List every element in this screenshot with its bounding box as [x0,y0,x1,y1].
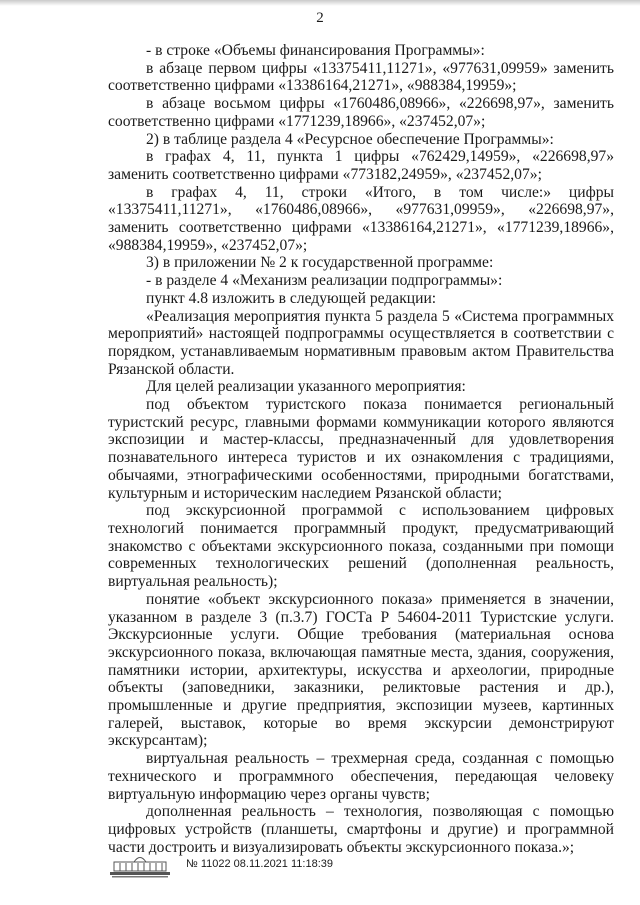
paragraph: под экскурсионной программой с использованием цифровых технологий понимается программный продукт, предусматривающий знакомство с объектами экскурсионного показа, созданными при помощи современных технологических решений (дополненная реальность, виртуальная реальность); [108,502,614,591]
paragraph: пункт 4.8 изложить в следующей редакции: [146,289,437,307]
scan-edge [0,0,640,6]
paragraph: - в строке «Объемы финансирования Программы»: [146,42,485,59]
paragraph: 2) в таблице раздела 4 «Ресурсное обеспечение Программы»: [146,130,554,148]
paragraph: под объектом туристского показа понимается региональный туристский ресурс, главными формами коммуникации которого являются экспозиции и мастер-классы, предназначенный для удовлетворения познавательного интереса туристов и их ознакомления с традициями, обычаями, этнографическими особенностями, природными богатствами, культурным и историческим наследием Рязанской области; [108,396,614,502]
paragraph: понятие «объект экскурсионного показа» применяется в значении, указанном в разделе 3 (п.3.7) ГОСТа Р 54604-2011 Туристские услуги. Экскурсионные услуги. Общие требования (материальная основа экскурсионного показа, включающая памятные места, здания, сооружения, памятники истории, архитектуры, искусства и археологии, природные объекты (заповедники, заказники, реликтовые растения и др.), промышленные и другие предприятия, экспозиции музеев, картинных галерей, выставок, которые во время экскурсии демонстрируют экскурсантам); [108,590,614,750]
paragraph: дополненная реальность – технология, позволяющая с помощью цифровых устройств (планшеты, смартфоны и другие) и программной части достроить и визуализировать объекты экскурсионного показа.»; [108,803,614,856]
paragraph: виртуальная реальность – трехмерная среда, созданная с помощью технического и программного обеспечения, передающая человеку виртуальную информацию через органы чувств; [108,750,614,803]
paragraph: 3) в приложении № 2 к государственной программе: [146,254,494,272]
paragraph: в абзаце первом цифры «13375411,11271», «977631,09959» заменить соответственно цифрами «13386164,21271», «988384,19959»; [108,59,614,95]
page-number: 2 [316,10,324,26]
paragraph: «Реализация мероприятия пункта 5 раздела 5 «Система программных мероприятий» настоящей подпрограммы осуществляется в соответствии с порядком, устанавливаемым нормативным правовым актом Правительства Рязанской области. [108,307,614,378]
registration-stamp: № 11022 08.11.2021 11:18:39 [186,858,333,870]
document-footer [108,852,508,878]
paragraph: в графах 4, 11, пункта 1 цифры «762429,14959», «226698,97» заменить соответственно цифрами «773182,24959», «237452,07»; [108,148,614,183]
paragraph: в графах 4, 11, строки «Итого, в том числе:» цифры «13375411,11271», «1760486,08966», «977631,09959», «226698,97», заменить соответственно цифрами «13386164,21271», «1771239,18966», «988384,19959», «237452,07»; [108,183,614,254]
document-body [108,42,614,856]
paragraph: - в разделе 4 «Механизм реализации подпрограммы»: [146,272,503,290]
government-building-emblem-icon [108,852,178,878]
paragraph: Для целей реализации указанного мероприятия: [146,378,466,396]
paragraph: в абзаце восьмом цифры «1760486,08966», «226698,97», заменить соответственно цифрами «1771239,18966», «237452,07»; [108,95,614,130]
